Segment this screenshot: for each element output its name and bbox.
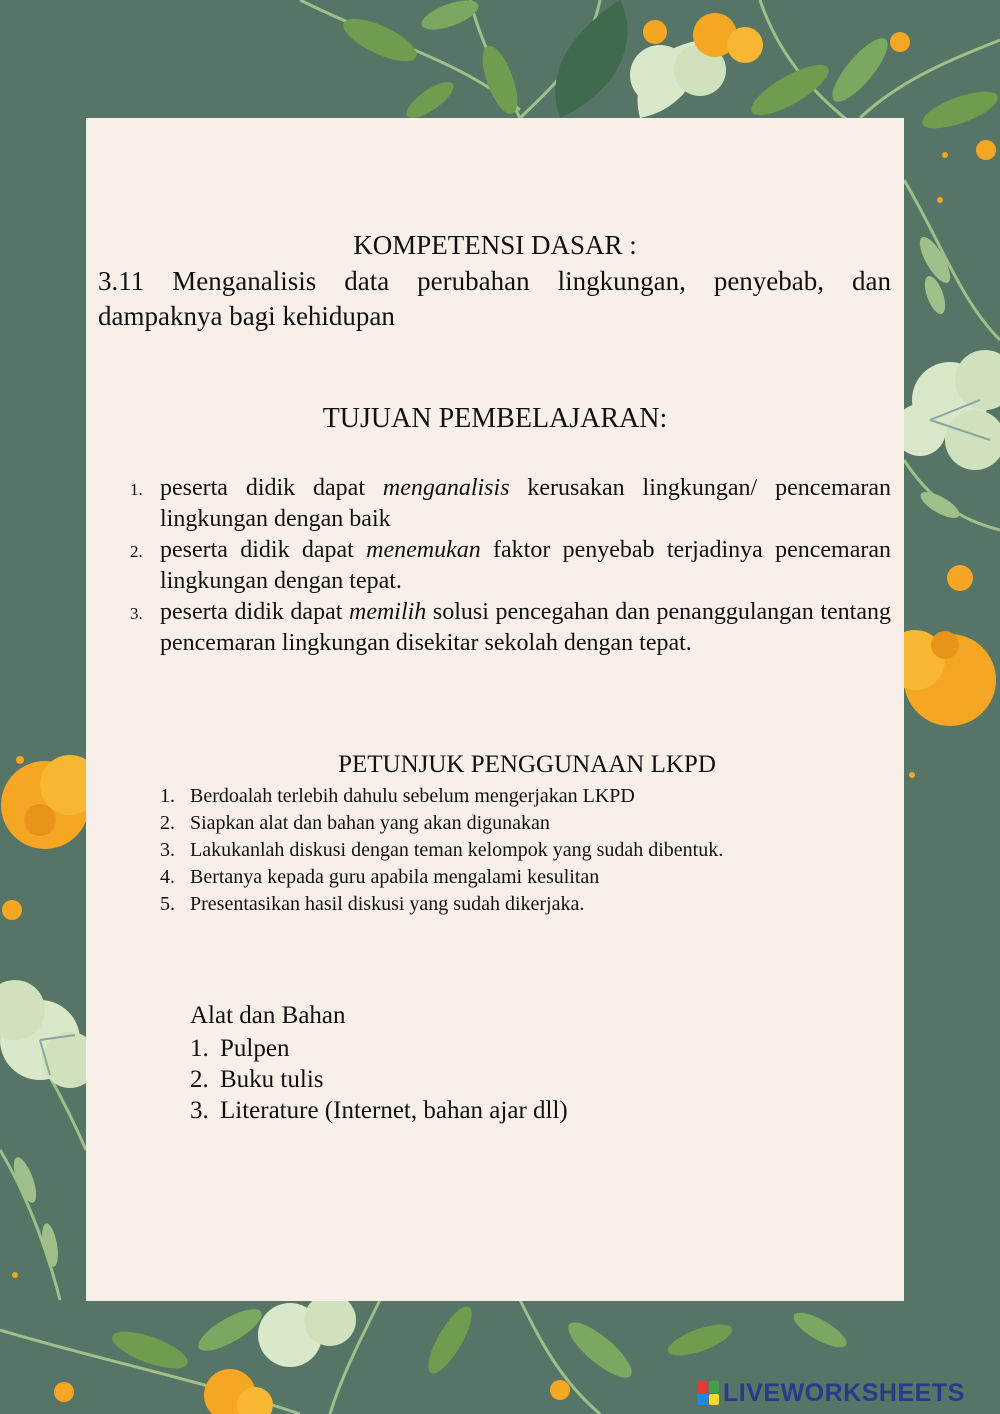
petunjuk-item-text: Lakukanlah diskusi dengan teman kelompok yang sudah dibentuk. [190,839,724,861]
petunjuk-list [160,783,860,918]
tujuan-item-text-start: peserta didik dapat [160,537,367,563]
petunjuk-item [160,891,860,918]
liveworksheets-logo-icon [697,1381,719,1405]
tujuan-item-keyword: menganalisis [382,475,510,501]
tujuan-item [122,535,891,597]
kompetensi-dasar-text: 3.11 Menganalisis data perubahan lingkungan, penyebab, dan dampaknya bagi kehidupan [98,266,891,331]
tujuan-item-number: 2. [130,542,143,561]
tujuan-pembelajaran-list [122,473,891,659]
tujuan-item-text-end: solusi pencegahan dan penanggulangan tentang pencemaran lingkungan disekitar sekolah dengan tepat. [160,599,892,656]
petunjuk-item-number: 2. [160,812,175,834]
alat-bahan-item-number: 3. [190,1097,209,1124]
tujuan-item [122,473,891,535]
tujuan-item-number: 1. [130,480,143,499]
tujuan-item-text-end: faktor penyebab terjadinya pencemaran lingkungan dengan tepat. [160,537,891,594]
petunjuk-item-number: 4. [160,866,175,888]
tujuan-pembelajaran-heading: TUJUAN PEMBELAJARAN: [322,403,668,434]
tujuan-item-keyword: menemukan [366,537,481,563]
alat-bahan-item [190,1064,790,1095]
petunjuk-item-text: Siapkan alat dan bahan yang akan digunakan [190,812,550,834]
alat-bahan-item-text: Literature (Internet, bahan ajar dll) [220,1097,568,1124]
alat-bahan-item [190,1095,790,1126]
alat-bahan-item-number: 2. [190,1066,209,1093]
alat-bahan-item [190,1033,790,1064]
petunjuk-item-text: Bertanya kepada guru apabila mengalami kesulitan [190,866,600,888]
petunjuk-item [160,837,860,864]
alat-bahan-item-number: 1. [190,1035,209,1062]
tujuan-item [122,597,891,659]
alat-bahan-list [190,1033,790,1126]
worksheet-paper [86,118,904,1301]
petunjuk-item-number: 3. [160,839,175,861]
tujuan-item-text-start: peserta didik dapat [160,599,349,625]
petunjuk-item [160,783,860,810]
tujuan-item-text-end: kerusakan lingkungan/ pencemaran lingkungan dengan baik [160,475,891,532]
petunjuk-item-number: 5. [160,893,175,915]
brand-name: LIVEWORKSHEETS [723,1378,965,1407]
petunjuk-item-text: Presentasikan hasil diskusi yang sudah dikerjaka. [190,893,585,915]
tujuan-item-text-start: peserta didik dapat [160,475,383,501]
petunjuk-heading: PETUNJUK PENGGUNAAN LKPD [338,751,716,778]
petunjuk-item [160,810,860,837]
tujuan-item-keyword: memilih [348,599,427,625]
kompetensi-dasar-heading: KOMPETENSI DASAR : [353,230,637,260]
tujuan-item-number: 3. [130,604,143,623]
petunjuk-item [160,864,860,891]
petunjuk-item-text: Berdoalah terlebih dahulu sebelum mengerjakan LKPD [190,785,635,807]
liveworksheets-brand[interactable] [697,1378,965,1408]
alat-bahan-item-text: Buku tulis [220,1066,324,1093]
petunjuk-item-number: 1. [160,785,175,807]
alat-bahan-heading: Alat dan Bahan [190,1002,346,1029]
alat-bahan-item-text: Pulpen [220,1035,290,1062]
